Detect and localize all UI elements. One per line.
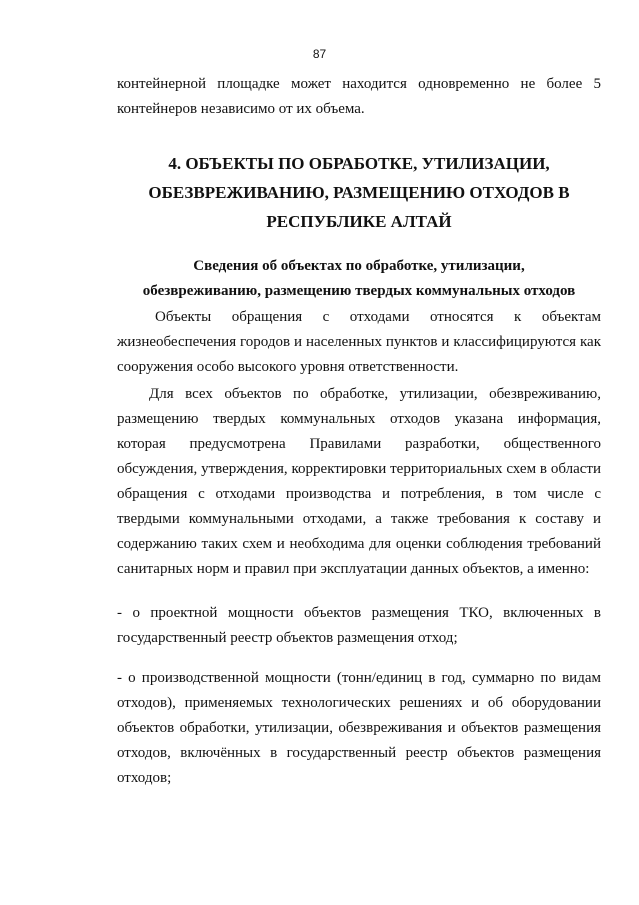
intro-paragraph: [117, 72, 601, 122]
list-item-2: [117, 666, 601, 791]
text-line: которая предусмотрена Правилами разработки, общественного: [117, 436, 601, 452]
paragraph-2: [117, 382, 601, 582]
heading-line: ОБЕЗВРЕЖИВАНИЮ, РАЗМЕЩЕНИЮ ОТХОДОВ В: [148, 183, 570, 202]
text-line: санитарных норм и правил при эксплуатации данных объектов, а именно:: [117, 561, 590, 577]
page-number: 87: [312, 47, 327, 61]
text-line: контейнерной площадке может находится одновременно не более 5: [117, 76, 601, 92]
section-heading: [117, 149, 601, 236]
text-line: жизнеобеспечения городов и населенных пунктов и классифицируются как: [117, 334, 601, 350]
text-line: обращения с отходами производства и потребления, в том числе с: [117, 486, 601, 502]
text-line: размещению твердых коммунальных отходов указана информация,: [117, 411, 601, 427]
text-line: сооружения особо высокого уровня ответственности.: [117, 359, 459, 375]
heading-line: РЕСПУБЛИКЕ АЛТАЙ: [266, 212, 452, 231]
list-item-1: [117, 601, 601, 651]
subheading-line: обезвреживанию, размещению твердых коммунальных отходов: [142, 283, 576, 299]
text-line: отходов;: [117, 770, 172, 786]
text-line: Для всех объектов по обработке, утилизации, обезвреживанию,: [149, 386, 601, 402]
text-line: объектов обработки, утилизации, обезвреживания и объектов размещения: [117, 720, 601, 736]
text-line: государственный реестр объектов размещения отход;: [117, 630, 458, 646]
subheading: [117, 254, 601, 304]
text-line: отходов), применяемых технологических решениях и об оборудовании: [117, 695, 601, 711]
subheading-line: Сведения об объектах по обработке, утилизации,: [193, 258, 525, 274]
text-line: содержанию таких схем и необходима для оценки соблюдения требований: [117, 536, 601, 552]
paragraph-1: [117, 305, 601, 380]
text-line: твердыми коммунальными отходами, а также требования к составу и: [117, 511, 601, 527]
text-line: - о производственной мощности (тонн/единиц в год, суммарно по видам: [117, 670, 601, 686]
text-line: - о проектной мощности объектов размещения ТКО, включенных в: [117, 605, 601, 621]
text-line: контейнеров независимо от их объема.: [117, 101, 365, 117]
text-line: Объекты обращения с отходами относятся к объектам: [155, 309, 601, 325]
text-line: отходов, включённых в государственный реестр объектов размещения: [117, 745, 601, 761]
text-line: обсуждения, утверждения, корректировки территориальных схем в области: [117, 461, 601, 477]
heading-line: 4. ОБЪЕКТЫ ПО ОБРАБОТКЕ, УТИЛИЗАЦИИ,: [168, 154, 550, 173]
